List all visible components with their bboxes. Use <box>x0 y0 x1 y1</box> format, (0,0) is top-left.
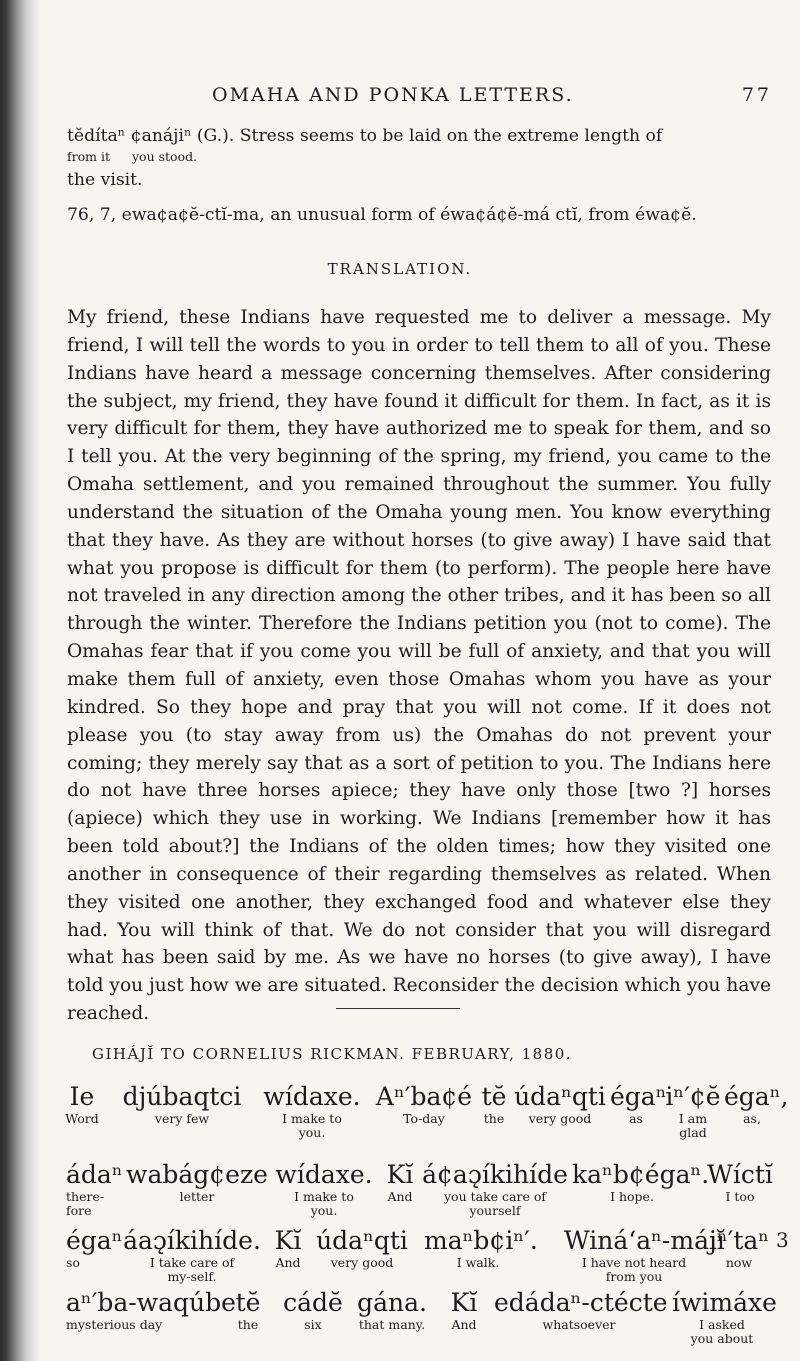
il-gloss: that many. <box>358 1317 426 1332</box>
interlinear-line-2 <box>0 1160 800 1230</box>
il-gloss: I am glad <box>678 1111 708 1140</box>
il-gloss: And <box>275 1255 301 1270</box>
il-word <box>572 1160 710 1204</box>
il-word <box>444 1288 484 1332</box>
note-gloss-1b: you stood. <box>132 149 198 164</box>
il-word <box>724 1082 789 1126</box>
il-gloss: To-day <box>403 1111 445 1126</box>
translation-paragraph: My friend, these Indians have requested me to deliver a message. My friend, I will tell the words to you in order to tell them to all of you. These Indians have heard a message concerning themselves. After considering the subject, my friend, they have found it difficult for them. In fact, as it is very difficult for them, they have authorized me to speak for them, and so I tell you. At the very beginning of the spring, my friend, you came to the Omaha settlement, and you remained throughout the summer. You fully understand the situation of the Omaha young men. You know everything that they have. As they are without horses (to give away) I have said that what you propose is difficult for them (to perform). The people here have not traveled in any direction among the other tribes, and it has been so all through the winter. Therefore the Indians petition you (not to come). The Omahas fear that if you come you will be full of anxiety, and that you will make them full of anxiety, even those Omahas whom you have as your kindred. So they hope and pray that you will not come. If it does not please you (to stay away from us) the Omahas do not prevent your coming; they merely say that as a sort of petition to you. The Indians here do not have three horses apiece; they have only those [two ?] horses (apiece) which they use in working. We Indians [remember how it has been told about?] the Indians of the olden times; how they visited one another in consequence of their regarding themselves as related. When they visited one another, they exchanged food and whatever else they had. You will think of that. We do not consider that you will disregard what has been said by me. As we have no horses (to give away), I have told you just how we are situated. Reconsider the decision which you have reached. <box>67 307 771 1025</box>
il-native: cádĕ <box>283 1288 343 1317</box>
il-native: údaⁿqti <box>316 1226 408 1255</box>
il-native: Kĭ <box>386 1160 414 1189</box>
il-native: íwimáxe <box>672 1288 777 1317</box>
il-gloss: I take care of my-self. <box>149 1255 235 1284</box>
il-native: wídaxe. <box>263 1082 361 1111</box>
il-native: gána. <box>357 1288 427 1317</box>
il-gloss: very few <box>154 1111 210 1126</box>
page-number: 77 <box>741 84 772 106</box>
il-word <box>310 1226 414 1270</box>
il-word <box>66 1288 236 1332</box>
il-native: djúbaqtci <box>122 1082 242 1111</box>
il-gloss: there-fore <box>66 1189 105 1218</box>
il-native: Winá‘aⁿ-májĭ <box>564 1226 725 1255</box>
il-word <box>424 1226 538 1270</box>
il-native: Kĭ <box>274 1226 302 1255</box>
il-gloss: mysterious day <box>66 1317 163 1332</box>
section-divider <box>336 1008 460 1009</box>
il-native: Aⁿ′ba¢é <box>375 1082 473 1111</box>
il-gloss: Word <box>65 1111 99 1126</box>
il-gloss: I have not heard from you <box>581 1255 687 1284</box>
il-word <box>564 1226 725 1284</box>
il-word <box>118 1082 246 1126</box>
il-gloss: as <box>629 1111 643 1126</box>
running-head-title: OMAHA AND PONKA LETTERS. <box>212 84 574 106</box>
il-gloss: now <box>725 1255 753 1270</box>
il-word <box>352 1288 432 1332</box>
il-gloss: the <box>483 1111 505 1126</box>
il-native: aⁿ′ba-waqúbe <box>66 1288 236 1317</box>
interlinear-line-3 <box>0 1226 800 1296</box>
translation-body <box>67 304 771 1028</box>
il-word <box>122 1226 262 1284</box>
il-native: wabág¢eze <box>126 1160 268 1189</box>
il-gloss: And <box>451 1317 477 1332</box>
line-number: 3 <box>776 1228 789 1252</box>
il-native: údaⁿqti <box>514 1082 606 1111</box>
il-native: Wíctĭ <box>707 1160 773 1189</box>
il-native: iⁿ′¢ĕ <box>665 1082 721 1111</box>
il-gloss: I make to you. <box>282 1111 342 1140</box>
il-native: tĕ <box>235 1288 261 1317</box>
il-gloss: very good <box>330 1255 394 1270</box>
il-gloss: whatsoever <box>542 1317 616 1332</box>
il-gloss: I hope. <box>610 1189 654 1204</box>
il-word <box>124 1160 270 1204</box>
il-native: tĕ <box>481 1082 507 1111</box>
il-word <box>420 1160 570 1218</box>
il-native: edádaⁿ-ctécte <box>494 1288 668 1317</box>
il-word <box>476 1082 512 1126</box>
il-word <box>708 1226 770 1270</box>
il-word <box>66 1226 122 1270</box>
il-gloss: I asked you about <box>690 1317 754 1346</box>
page-binding-shadow <box>0 0 40 1361</box>
il-word <box>702 1160 778 1204</box>
note-line-3: 76, 7, ewa¢a¢ĕ-ctĭ-ma, an unusual form of éwa¢á¢ĕ-má ctĭ, from éwa¢ĕ. <box>67 205 697 225</box>
il-gloss: you take care of yourself <box>444 1189 546 1218</box>
il-word <box>268 1226 308 1270</box>
il-native: ádaⁿ <box>66 1160 123 1189</box>
il-word <box>228 1288 268 1332</box>
il-word <box>272 1160 376 1218</box>
il-word <box>62 1082 102 1126</box>
il-word <box>664 1082 722 1140</box>
note-line-2: the visit. <box>67 170 143 190</box>
il-gloss: so <box>66 1255 80 1270</box>
il-word <box>280 1288 346 1332</box>
translation-heading: TRANSLATION. <box>327 260 473 278</box>
interlinear-line-4 <box>0 1288 800 1358</box>
il-gloss: I make to you. <box>294 1189 354 1218</box>
il-gloss: six <box>304 1317 322 1332</box>
il-native: áaɔ̨íkihíde. <box>123 1226 261 1255</box>
il-native: Kĭ <box>450 1288 478 1317</box>
il-native: iⁿ′taⁿ <box>708 1226 770 1255</box>
il-native: wídaxe. <box>275 1160 373 1189</box>
il-word <box>494 1288 668 1332</box>
il-gloss: as, <box>743 1111 761 1126</box>
il-word <box>66 1160 122 1218</box>
il-native: kaⁿb¢égaⁿ. <box>572 1160 710 1189</box>
il-gloss: very good <box>528 1111 592 1126</box>
note-line-1: tĕdítaⁿ ¢anájiⁿ (G.). Stress seems to be laid on the extreme length of <box>67 126 663 146</box>
il-word <box>260 1082 364 1140</box>
letter-heading: GIHÁJĬ TO CORNELIUS RICKMAN. FEBRUARY, 1880. <box>92 1045 573 1063</box>
il-gloss: And <box>387 1189 413 1204</box>
il-gloss: the <box>237 1317 259 1332</box>
il-word <box>374 1082 474 1126</box>
il-word <box>380 1160 420 1204</box>
il-word <box>610 1082 667 1126</box>
il-gloss: letter <box>179 1189 215 1204</box>
il-native: maⁿb¢iⁿ′. <box>424 1226 538 1255</box>
il-native: égaⁿ, <box>724 1082 789 1111</box>
interlinear-line-1 <box>0 1082 800 1152</box>
il-gloss: I too <box>725 1189 755 1204</box>
il-native: égaⁿ <box>66 1226 123 1255</box>
il-native: égaⁿ <box>610 1082 667 1111</box>
il-gloss: I walk. <box>456 1255 500 1270</box>
il-word <box>672 1288 777 1346</box>
il-word <box>512 1082 608 1126</box>
note-gloss-1a: from it <box>67 149 110 164</box>
il-native: á¢aɔ̨íkihíde <box>422 1160 568 1189</box>
il-native: Ie <box>69 1082 95 1111</box>
